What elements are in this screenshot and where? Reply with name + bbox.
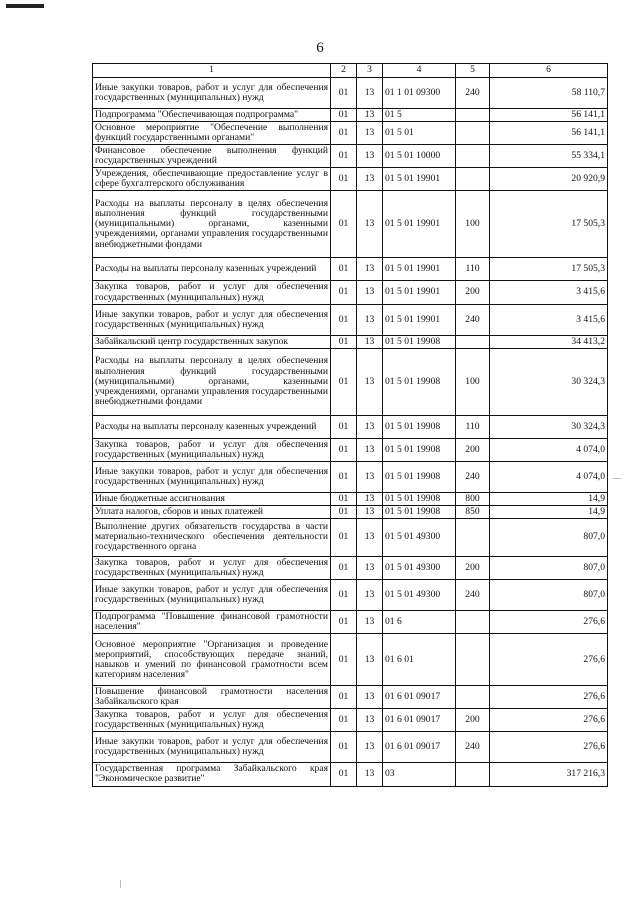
table-row bbox=[93, 556, 608, 579]
target-article-cell: 01 1 01 09300 bbox=[383, 78, 456, 109]
table-row bbox=[93, 763, 608, 786]
amount-cell: 56 141,1 bbox=[490, 109, 608, 122]
target-article-cell: 01 6 01 09017 bbox=[383, 709, 456, 732]
subsection-code-cell: 13 bbox=[357, 258, 383, 281]
target-article-cell: 01 5 01 19908 bbox=[383, 492, 456, 505]
expense-type-cell bbox=[456, 763, 490, 786]
expense-type-cell: 800 bbox=[456, 492, 490, 505]
expense-type-cell bbox=[456, 145, 490, 168]
row-name-cell: Расходы на выплаты персоналу казенных учреждений bbox=[93, 415, 331, 438]
expense-type-cell: 200 bbox=[456, 438, 490, 461]
table-row bbox=[93, 518, 608, 556]
table-row bbox=[93, 145, 608, 168]
amount-cell: 4 074,0 bbox=[490, 438, 608, 461]
target-article-cell: 01 5 01 19901 bbox=[383, 168, 456, 191]
amount-cell: 17 505,3 bbox=[490, 191, 608, 258]
expense-type-cell bbox=[456, 122, 490, 145]
subsection-code-cell: 13 bbox=[357, 556, 383, 579]
section-code-cell: 01 bbox=[331, 556, 357, 579]
target-article-cell: 01 5 01 49300 bbox=[383, 518, 456, 556]
expense-type-cell: 240 bbox=[456, 732, 490, 763]
section-code-cell: 01 bbox=[331, 145, 357, 168]
target-article-cell: 01 5 01 49300 bbox=[383, 580, 456, 611]
amount-cell: 3 415,6 bbox=[490, 281, 608, 304]
subsection-code-cell: 13 bbox=[357, 492, 383, 505]
table-row bbox=[93, 611, 608, 634]
amount-cell: 14,9 bbox=[490, 492, 608, 505]
table-row bbox=[93, 348, 608, 415]
table-row bbox=[93, 492, 608, 505]
row-name-cell: Повышение финансовой грамотности населения Забайкальского края bbox=[93, 686, 331, 709]
section-code-cell: 01 bbox=[331, 686, 357, 709]
subsection-code-cell: 13 bbox=[357, 122, 383, 145]
subsection-code-cell: 13 bbox=[357, 335, 383, 348]
row-name-cell: Учреждения, обеспечивающие предоставление услуг в сфере бухгалтерского обслуживания bbox=[93, 168, 331, 191]
table-row bbox=[93, 461, 608, 492]
section-code-cell: 01 bbox=[331, 611, 357, 634]
table-row bbox=[93, 304, 608, 335]
row-name-cell: Расходы на выплаты персоналу в целях обеспечения выполнения функций государственными (муниципальными) органами, казенными учреждениями, органами управления государственными внебюджетными фондами bbox=[93, 348, 331, 415]
column-header: 5 bbox=[456, 64, 490, 78]
row-name-cell: Уплата налогов, сборов и иных платежей bbox=[93, 505, 331, 518]
amount-cell: 317 216,3 bbox=[490, 763, 608, 786]
expense-type-cell bbox=[456, 168, 490, 191]
column-header: 6 bbox=[490, 64, 608, 78]
table-row bbox=[93, 335, 608, 348]
subsection-code-cell: 13 bbox=[357, 415, 383, 438]
expense-type-cell: 200 bbox=[456, 556, 490, 579]
expense-type-cell: 240 bbox=[456, 461, 490, 492]
amount-cell: 56 141,1 bbox=[490, 122, 608, 145]
expense-type-cell bbox=[456, 518, 490, 556]
target-article-cell: 01 6 bbox=[383, 611, 456, 634]
section-code-cell: 01 bbox=[331, 492, 357, 505]
subsection-code-cell: 13 bbox=[357, 304, 383, 335]
amount-cell: 30 324,3 bbox=[490, 415, 608, 438]
row-name-cell: Закупка товаров, работ и услуг для обеспечения государственных (муниципальных) нужд bbox=[93, 438, 331, 461]
table-row bbox=[93, 258, 608, 281]
amount-cell: 17 505,3 bbox=[490, 258, 608, 281]
amount-cell: 55 334,1 bbox=[490, 145, 608, 168]
target-article-cell: 01 6 01 09017 bbox=[383, 686, 456, 709]
amount-cell: 3 415,6 bbox=[490, 304, 608, 335]
row-name-cell: Основное мероприятие "Организация и проведение мероприятий, способствующих передаче знаний, навыков и умений по финансовой грамотности всем категориям населения" bbox=[93, 634, 331, 686]
table-row bbox=[93, 122, 608, 145]
amount-cell: 4 074,0 bbox=[490, 461, 608, 492]
amount-cell: 276,6 bbox=[490, 686, 608, 709]
expense-type-cell: 100 bbox=[456, 191, 490, 258]
table-row bbox=[93, 281, 608, 304]
row-name-cell: Закупка товаров, работ и услуг для обеспечения государственных (муниципальных) нужд bbox=[93, 556, 331, 579]
table-row bbox=[93, 580, 608, 611]
row-name-cell: Финансовое обеспечение выполнения функций государственных учреждений bbox=[93, 145, 331, 168]
table-header-row bbox=[93, 64, 608, 78]
section-code-cell: 01 bbox=[331, 634, 357, 686]
subsection-code-cell: 13 bbox=[357, 505, 383, 518]
target-article-cell: 01 5 01 19908 bbox=[383, 505, 456, 518]
expense-type-cell: 100 bbox=[456, 348, 490, 415]
table-row bbox=[93, 109, 608, 122]
section-code-cell: 01 bbox=[331, 709, 357, 732]
expense-type-cell: 200 bbox=[456, 709, 490, 732]
subsection-code-cell: 13 bbox=[357, 611, 383, 634]
scan-speck bbox=[613, 478, 621, 479]
section-code-cell: 01 bbox=[331, 304, 357, 335]
table-row bbox=[93, 732, 608, 763]
table-row bbox=[93, 634, 608, 686]
section-code-cell: 01 bbox=[331, 438, 357, 461]
amount-cell: 30 324,3 bbox=[490, 348, 608, 415]
section-code-cell: 01 bbox=[331, 415, 357, 438]
row-name-cell: Иные закупки товаров, работ и услуг для обеспечения государственных (муниципальных) нужд bbox=[93, 461, 331, 492]
section-code-cell: 01 bbox=[331, 258, 357, 281]
column-header: 4 bbox=[383, 64, 456, 78]
row-name-cell: Расходы на выплаты персоналу казенных учреждений bbox=[93, 258, 331, 281]
section-code-cell: 01 bbox=[331, 763, 357, 786]
target-article-cell: 01 5 01 bbox=[383, 122, 456, 145]
subsection-code-cell: 13 bbox=[357, 168, 383, 191]
row-name-cell: Закупка товаров, работ и услуг для обеспечения государственных (муниципальных) нужд bbox=[93, 709, 331, 732]
row-name-cell: Иные закупки товаров, работ и услуг для обеспечения государственных (муниципальных) нужд bbox=[93, 580, 331, 611]
table-row bbox=[93, 78, 608, 109]
section-code-cell: 01 bbox=[331, 191, 357, 258]
section-code-cell: 01 bbox=[331, 580, 357, 611]
section-code-cell: 01 bbox=[331, 109, 357, 122]
row-name-cell: Основное мероприятие "Обеспечение выполнения функций государственными органами" bbox=[93, 122, 331, 145]
target-article-cell: 01 6 01 09017 bbox=[383, 732, 456, 763]
budget-table bbox=[92, 63, 608, 787]
subsection-code-cell: 13 bbox=[357, 109, 383, 122]
row-name-cell: Подпрограмма "Обеспечивающая подпрограмма" bbox=[93, 109, 331, 122]
section-code-cell: 01 bbox=[331, 505, 357, 518]
subsection-code-cell: 13 bbox=[357, 763, 383, 786]
column-header: 1 bbox=[93, 64, 331, 78]
section-code-cell: 01 bbox=[331, 335, 357, 348]
subsection-code-cell: 13 bbox=[357, 348, 383, 415]
expense-type-cell bbox=[456, 686, 490, 709]
amount-cell: 807,0 bbox=[490, 556, 608, 579]
row-name-cell: Забайкальский центр государственных закупок bbox=[93, 335, 331, 348]
section-code-cell: 01 bbox=[331, 348, 357, 415]
table-row bbox=[93, 438, 608, 461]
subsection-code-cell: 13 bbox=[357, 438, 383, 461]
amount-cell: 58 110,7 bbox=[490, 78, 608, 109]
target-article-cell: 01 5 01 19908 bbox=[383, 348, 456, 415]
target-article-cell: 01 5 01 19908 bbox=[383, 461, 456, 492]
target-article-cell: 01 5 01 19908 bbox=[383, 415, 456, 438]
expense-type-cell: 240 bbox=[456, 580, 490, 611]
target-article-cell: 01 5 01 10000 bbox=[383, 145, 456, 168]
column-header: 3 bbox=[357, 64, 383, 78]
scan-mark bbox=[6, 4, 44, 8]
expense-type-cell bbox=[456, 109, 490, 122]
subsection-code-cell: 13 bbox=[357, 686, 383, 709]
section-code-cell: 01 bbox=[331, 78, 357, 109]
target-article-cell: 01 5 01 19901 bbox=[383, 258, 456, 281]
row-name-cell: Иные закупки товаров, работ и услуг для обеспечения государственных (муниципальных) нужд bbox=[93, 304, 331, 335]
expense-type-cell: 240 bbox=[456, 78, 490, 109]
target-article-cell: 01 5 01 19901 bbox=[383, 304, 456, 335]
expense-type-cell bbox=[456, 611, 490, 634]
table-row bbox=[93, 415, 608, 438]
expense-type-cell bbox=[456, 335, 490, 348]
column-header: 2 bbox=[331, 64, 357, 78]
section-code-cell: 01 bbox=[331, 122, 357, 145]
subsection-code-cell: 13 bbox=[357, 191, 383, 258]
page-number: 6 bbox=[316, 40, 324, 56]
amount-cell: 276,6 bbox=[490, 634, 608, 686]
target-article-cell: 01 5 01 19901 bbox=[383, 281, 456, 304]
table-row bbox=[93, 709, 608, 732]
row-name-cell: Государственная программа Забайкальского края "Экономическое развитие" bbox=[93, 763, 331, 786]
amount-cell: 14,9 bbox=[490, 505, 608, 518]
amount-cell: 276,6 bbox=[490, 611, 608, 634]
expense-type-cell: 240 bbox=[456, 304, 490, 335]
amount-cell: 20 920,9 bbox=[490, 168, 608, 191]
amount-cell: 807,0 bbox=[490, 518, 608, 556]
target-article-cell: 03 bbox=[383, 763, 456, 786]
subsection-code-cell: 13 bbox=[357, 145, 383, 168]
target-article-cell: 01 5 01 19908 bbox=[383, 438, 456, 461]
row-name-cell: Иные закупки товаров, работ и услуг для обеспечения государственных (муниципальных) нужд bbox=[93, 732, 331, 763]
amount-cell: 276,6 bbox=[490, 709, 608, 732]
scan-speck bbox=[120, 880, 121, 888]
subsection-code-cell: 13 bbox=[357, 461, 383, 492]
section-code-cell: 01 bbox=[331, 732, 357, 763]
amount-cell: 807,0 bbox=[490, 580, 608, 611]
table-row bbox=[93, 168, 608, 191]
subsection-code-cell: 13 bbox=[357, 709, 383, 732]
target-article-cell: 01 5 01 49300 bbox=[383, 556, 456, 579]
expense-type-cell: 110 bbox=[456, 415, 490, 438]
table-row bbox=[93, 686, 608, 709]
row-name-cell: Закупка товаров, работ и услуг для обеспечения государственных (муниципальных) нужд bbox=[93, 281, 331, 304]
expense-type-cell: 200 bbox=[456, 281, 490, 304]
section-code-cell: 01 bbox=[331, 518, 357, 556]
table-row bbox=[93, 505, 608, 518]
target-article-cell: 01 5 bbox=[383, 109, 456, 122]
expense-type-cell: 110 bbox=[456, 258, 490, 281]
amount-cell: 276,6 bbox=[490, 732, 608, 763]
target-article-cell: 01 6 01 bbox=[383, 634, 456, 686]
target-article-cell: 01 5 01 19908 bbox=[383, 335, 456, 348]
table-row bbox=[93, 191, 608, 258]
subsection-code-cell: 13 bbox=[357, 518, 383, 556]
row-name-cell: Выполнение других обязательств государства в части материально-технического обеспечения деятельности государственного органа bbox=[93, 518, 331, 556]
amount-cell: 34 413,2 bbox=[490, 335, 608, 348]
row-name-cell: Иные закупки товаров, работ и услуг для обеспечения государственных (муниципальных) нужд bbox=[93, 78, 331, 109]
row-name-cell: Подпрограмма "Повышение финансовой грамотности населения" bbox=[93, 611, 331, 634]
subsection-code-cell: 13 bbox=[357, 580, 383, 611]
target-article-cell: 01 5 01 19901 bbox=[383, 191, 456, 258]
subsection-code-cell: 13 bbox=[357, 732, 383, 763]
expense-type-cell bbox=[456, 634, 490, 686]
subsection-code-cell: 13 bbox=[357, 634, 383, 686]
subsection-code-cell: 13 bbox=[357, 78, 383, 109]
section-code-cell: 01 bbox=[331, 461, 357, 492]
row-name-cell: Иные бюджетные ассигнования bbox=[93, 492, 331, 505]
row-name-cell: Расходы на выплаты персоналу в целях обеспечения выполнения функций государственными (муниципальными) органами, казенными учреждениями, органами управления государственными внебюджетными фондами bbox=[93, 191, 331, 258]
section-code-cell: 01 bbox=[331, 281, 357, 304]
expense-type-cell: 850 bbox=[456, 505, 490, 518]
subsection-code-cell: 13 bbox=[357, 281, 383, 304]
section-code-cell: 01 bbox=[331, 168, 357, 191]
